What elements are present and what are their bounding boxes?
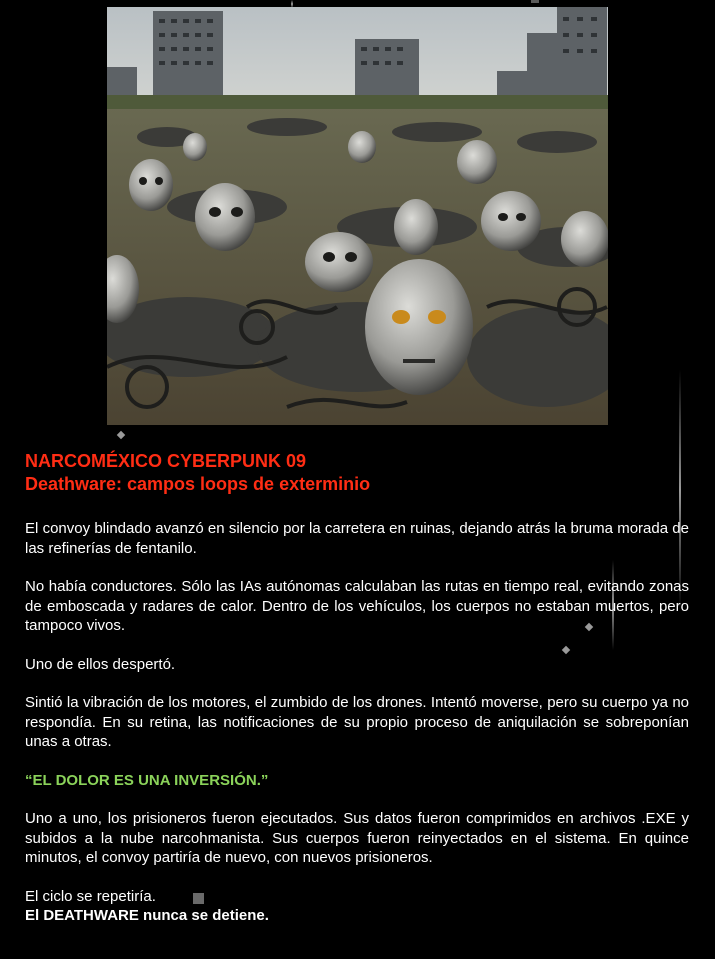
closing-bold: El DEATHWARE nunca se detiene.	[25, 907, 269, 924]
article-body	[25, 450, 689, 926]
series-title: NARCOMÉXICO CYBERPUNK 09	[25, 451, 307, 471]
paragraph: Uno a uno, los prisioneros fueron ejecutados. Sus datos fueron comprimidos en archivos .EXE y subidos a la nube narcohmanista. Sus cuerpos fueron reinyectados en el sistema. En quince minutos, el convoy partiría de nuevo, con nuevos prisioneros.	[25, 810, 689, 866]
paragraph: Uno de ellos despertó.	[25, 655, 176, 673]
decorative-diamond	[117, 431, 125, 439]
decorative-mark	[531, 0, 539, 3]
paragraph: Sintió la vibración de los motores, el zumbido de los drones. Intentó moverse, pero su cuerpo ya no respondía. En su retina, las notificaciones de su propio proceso de aniquilación se sobreponían unas a otras.	[25, 694, 689, 750]
paragraph: No había conductores. Sólo las IAs autónomas calculaban las rutas en tiempo real, evitando zonas de emboscada y radares de calor. Dentro de los vehículos, los cuerpos no estaban muertos, pero tampoco vivos.	[25, 578, 689, 634]
paragraph: El convoy blindado avanzó en silencio por la carretera en ruinas, dejando atrás la bruma morada de las refinerías de fentanilo.	[25, 520, 689, 557]
hero-image	[107, 7, 608, 425]
quote: “EL DOLOR ES UNA INVERSIÓN.”	[25, 771, 269, 789]
robot-heads-field-illustration	[107, 7, 608, 425]
episode-title: Deathware: campos loops de exterminio	[25, 474, 371, 494]
closing-line: El ciclo se repetiría.	[25, 887, 156, 905]
